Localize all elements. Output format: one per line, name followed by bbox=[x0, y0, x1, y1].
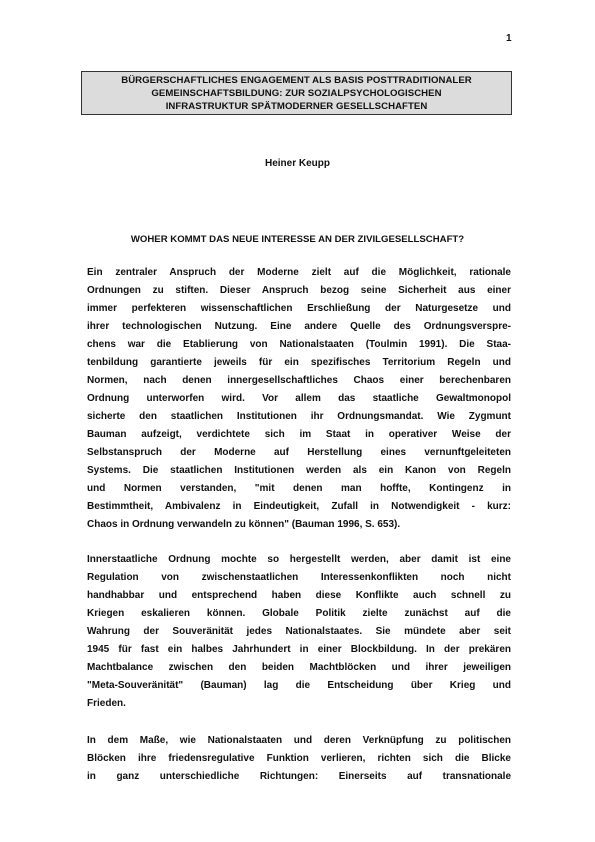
paragraph-line: sicherte den staatlichen Institutionen ihr Ordnungsmandat. Wie Zygmunt bbox=[87, 411, 511, 422]
paragraph-line: ihrer technologischen Nutzung. Eine andere Quelle des Ordnungsverspre- bbox=[87, 321, 511, 332]
title-line: BÜRGERSCHAFTLICHES ENGAGEMENT ALS BASIS POSTTRADITIONALER bbox=[121, 75, 472, 86]
paragraph-line: Frieden. bbox=[87, 698, 126, 709]
title-line: INFRASTRUKTUR SPÄTMODERNER GESELLSCHAFTEN bbox=[165, 101, 428, 113]
paragraph-line: Ordnungen zu stiften. Dieser Anspruch bezog seine Sicherheit aus einer bbox=[87, 285, 511, 296]
paragraph-line: Regulation von zwischenstaatlichen Interessenkonflikten noch nicht bbox=[87, 572, 511, 583]
paragraph-line: Selbstanspruch der Moderne auf Herstellung eines vernunftgeleiteten bbox=[87, 447, 511, 458]
paragraph-line: Normen, nach denen innergesellschaftliches Chaos einer berechenbaren bbox=[87, 375, 511, 386]
author: Heiner Keupp bbox=[264, 158, 330, 169]
paragraph-line: Kriegen eskalieren können. Globale Politik zielte zunächst auf die bbox=[87, 608, 511, 619]
paragraph-line: "Meta-Souveränität" (Bauman) lag die Entscheidung über Krieg und bbox=[87, 680, 511, 691]
page-number: 1 bbox=[506, 33, 512, 44]
paragraph-line: Systems. Die staatlichen Institutionen werden als ein Kanon von Regeln bbox=[87, 465, 511, 476]
paragraph-line: und Normen verstanden, "mit denen man hoffte, Kontingenz in bbox=[87, 483, 511, 494]
paragraph-2 bbox=[87, 551, 511, 713]
paragraph-line: Innerstaatliche Ordnung mochte so hergestellt werden, aber damit ist eine bbox=[87, 554, 511, 565]
paragraph-line: Wahrung der Souveränität jedes Nationalstaates. Sie mündete aber seit bbox=[87, 626, 511, 637]
paragraph-line: tenbildung garantierte jeweils für ein spezifisches Territorium Regeln und bbox=[87, 357, 511, 368]
paragraph-line: immer perfekteren wissenschaftlichen Erschließung der Naturgesetze und bbox=[87, 303, 511, 314]
paragraph-line: In dem Maße, wie Nationalstaaten und deren Verknüpfung zu politischen bbox=[87, 735, 511, 746]
paragraph-line: Machtbalance zwischen den beiden Machtblöcken und ihrer jeweiligen bbox=[87, 662, 511, 673]
paragraph-line: chens war die Etablierung von Nationalstaaten (Toulmin 1991). Die Staa- bbox=[87, 339, 511, 350]
paragraph-1 bbox=[87, 264, 511, 534]
paragraph-line: Bestimmtheit, Ambivalenz in Eindeutigkeit, Zufall in Notwendigkeit - kurz: bbox=[87, 501, 511, 512]
section-heading: WOHER KOMMT DAS NEUE INTERESSE AN DER ZIVILGESELLSCHAFT? bbox=[130, 234, 465, 245]
title-line: GEMEINSCHAFTSBILDUNG: ZUR SOZIALPSYCHOLOGISCHEN bbox=[151, 88, 442, 100]
paragraph-line: Ein zentraler Anspruch der Moderne zielt auf die Möglichkeit, rationale bbox=[87, 267, 511, 278]
paragraph-line: Bauman aufzeigt, verdichtete sich im Staat in operativer Weise der bbox=[87, 429, 511, 440]
paragraph-line: in ganz unterschiedliche Richtungen: Einerseits auf transnationale bbox=[87, 771, 511, 782]
paragraph-3 bbox=[87, 732, 511, 786]
paragraph-line: Chaos in Ordnung verwandeln zu können" (Bauman 1996, S. 653). bbox=[87, 519, 401, 530]
paragraph-line: 1945 für fast ein halbes Jahrhundert in einer Blockbildung. In der prekären bbox=[87, 644, 511, 655]
paragraph-line: handhabbar und entsprechend haben diese Konflikte auch schnell zu bbox=[87, 590, 511, 601]
paragraph-line: Blöcken ihre friedensregulative Funktion verlieren, richten sich die Blicke bbox=[87, 753, 511, 764]
title-box bbox=[81, 71, 512, 115]
paragraph-line: Ordnung unterworfen wird. Vor allem das staatliche Gewaltmonopol bbox=[87, 393, 511, 404]
